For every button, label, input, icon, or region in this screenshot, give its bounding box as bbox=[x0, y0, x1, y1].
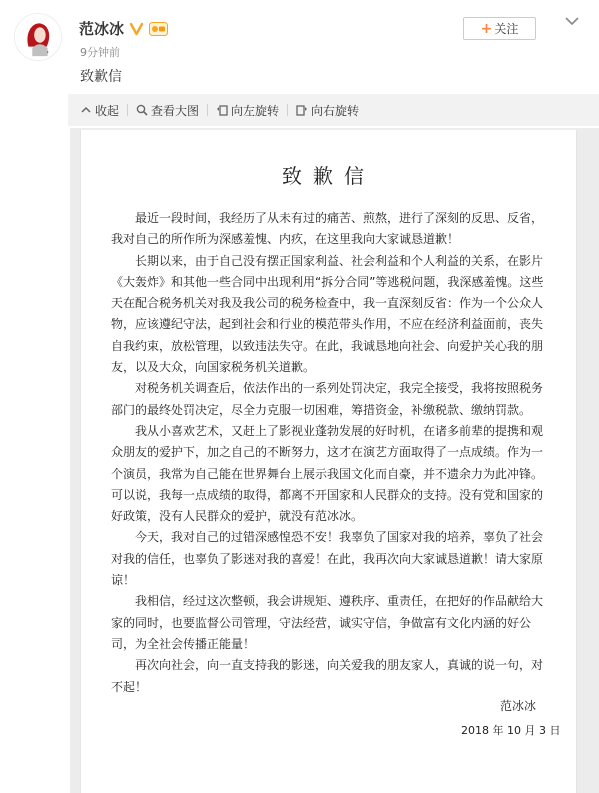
letter-paragraph: 我从小喜欢艺术，又赶上了影视业蓬勃发展的好时机，在诸多前辈的提携和观众朋友的爱护下，加之自己的不断努力，这才在演艺方面取得了一点成绩。作为一个演员，我常为自己能在世界舞台上展示我国文化而自豪，并不遗余力为此冲锋。可以说，我每一点成绩的取得，都离不开国家和人民群众的支持。没有党和国家的好政策，没有人民群众的爱护，就没有范冰冰。 bbox=[111, 423, 544, 524]
username-row bbox=[79, 18, 168, 39]
letter-signature: 范冰冰 bbox=[500, 699, 537, 713]
rotate-left-button[interactable] bbox=[216, 102, 279, 119]
member-badge-icon bbox=[149, 22, 168, 36]
svg-text:F: F bbox=[46, 49, 49, 55]
letter-date: 2018 年 10 月 3 日 bbox=[461, 724, 561, 737]
collapse-label: 收起 bbox=[95, 103, 120, 118]
letter-title: 致歉信 bbox=[282, 164, 375, 188]
follow-label: 关注 bbox=[494, 22, 519, 36]
rotate-left-label: 向左旋转 bbox=[231, 103, 280, 118]
letter-body bbox=[111, 208, 551, 698]
chevron-down-icon[interactable] bbox=[565, 16, 579, 26]
image-toolbar bbox=[68, 94, 599, 126]
view-large-button[interactable] bbox=[136, 102, 199, 119]
rotate-right-icon bbox=[296, 104, 308, 116]
avatar[interactable] bbox=[14, 13, 62, 61]
toolbar-divider bbox=[127, 104, 128, 116]
rotate-left-icon bbox=[216, 104, 228, 116]
vip-badge-icon bbox=[129, 21, 144, 36]
rotate-right-label: 向右旋转 bbox=[311, 103, 360, 118]
toolbar-divider bbox=[287, 104, 288, 116]
username[interactable]: 范冰冰 bbox=[79, 20, 125, 38]
post-text: 致歉信 bbox=[80, 69, 122, 85]
letter-paragraph: 我相信，经过这次整顿，我会讲规矩、遵秩序、重责任，在把好的作品献给大家的同时，也要监督公司管理，守法经营，诚实守信，争做富有文化内涵的好公司，为全社会传播正能量！ bbox=[111, 594, 544, 651]
collapse-icon bbox=[80, 104, 92, 116]
avatar-image bbox=[15, 14, 61, 60]
post-header bbox=[0, 0, 599, 94]
letter-paragraph: 对税务机关调查后，依法作出的一系列处罚决定，我完全接受，我将按照税务部门的最终处罚决定，尽全力克服一切困难，筹措资金，补缴税款、缴纳罚款。 bbox=[111, 381, 544, 417]
view-large-label: 查看大图 bbox=[151, 103, 200, 118]
letter-paragraph: 再次向社会，向一直支持我的影迷，向关爱我的朋友家人，真诚的说一句，对不起！ bbox=[111, 658, 544, 694]
letter-image[interactable] bbox=[80, 130, 577, 793]
letter-paragraph: 最近一段时间，我经历了从未有过的痛苦、煎熬，进行了深刻的反思、反省，我对自己的所作所为深感羞愧、内疚，在这里我向大家诚恳道歉！ bbox=[111, 211, 544, 247]
collapse-button[interactable] bbox=[80, 102, 119, 119]
letter-paragraph: 长期以来，由于自己没有摆正国家利益、社会利益和个人利益的关系，在影片《大轰炸》和其他一些合同中出现利用“拆分合同”等逃税问题，我深感羞愧。这些天在配合税务机关对我及我公司的税务检查中，我一直深刻反省：作为一个公众人物，应该遵纪守法，起到社会和行业的模范带头作用，不应在经济利益面前，丧失自我约束，放松管理，以致违法失守。在此，我诚恳地向社会、向爱护关心我的朋友，以及大众，向国家税务机关道歉。 bbox=[111, 253, 544, 375]
rotate-right-button[interactable] bbox=[296, 102, 359, 119]
follow-button[interactable] bbox=[463, 17, 536, 40]
letter-paragraph: 今天，我对自己的过错深感惶恐不安！我辜负了国家对我的培养，辜负了社会对我的信任，也辜负了影迷对我的喜爱！在此，我再次向大家诚恳道歉！请大家原谅！ bbox=[111, 530, 544, 588]
zoom-icon bbox=[136, 104, 148, 116]
plus-icon: + bbox=[480, 20, 493, 37]
post-time[interactable]: 9分钟前 bbox=[80, 46, 120, 59]
toolbar-divider bbox=[207, 104, 208, 116]
